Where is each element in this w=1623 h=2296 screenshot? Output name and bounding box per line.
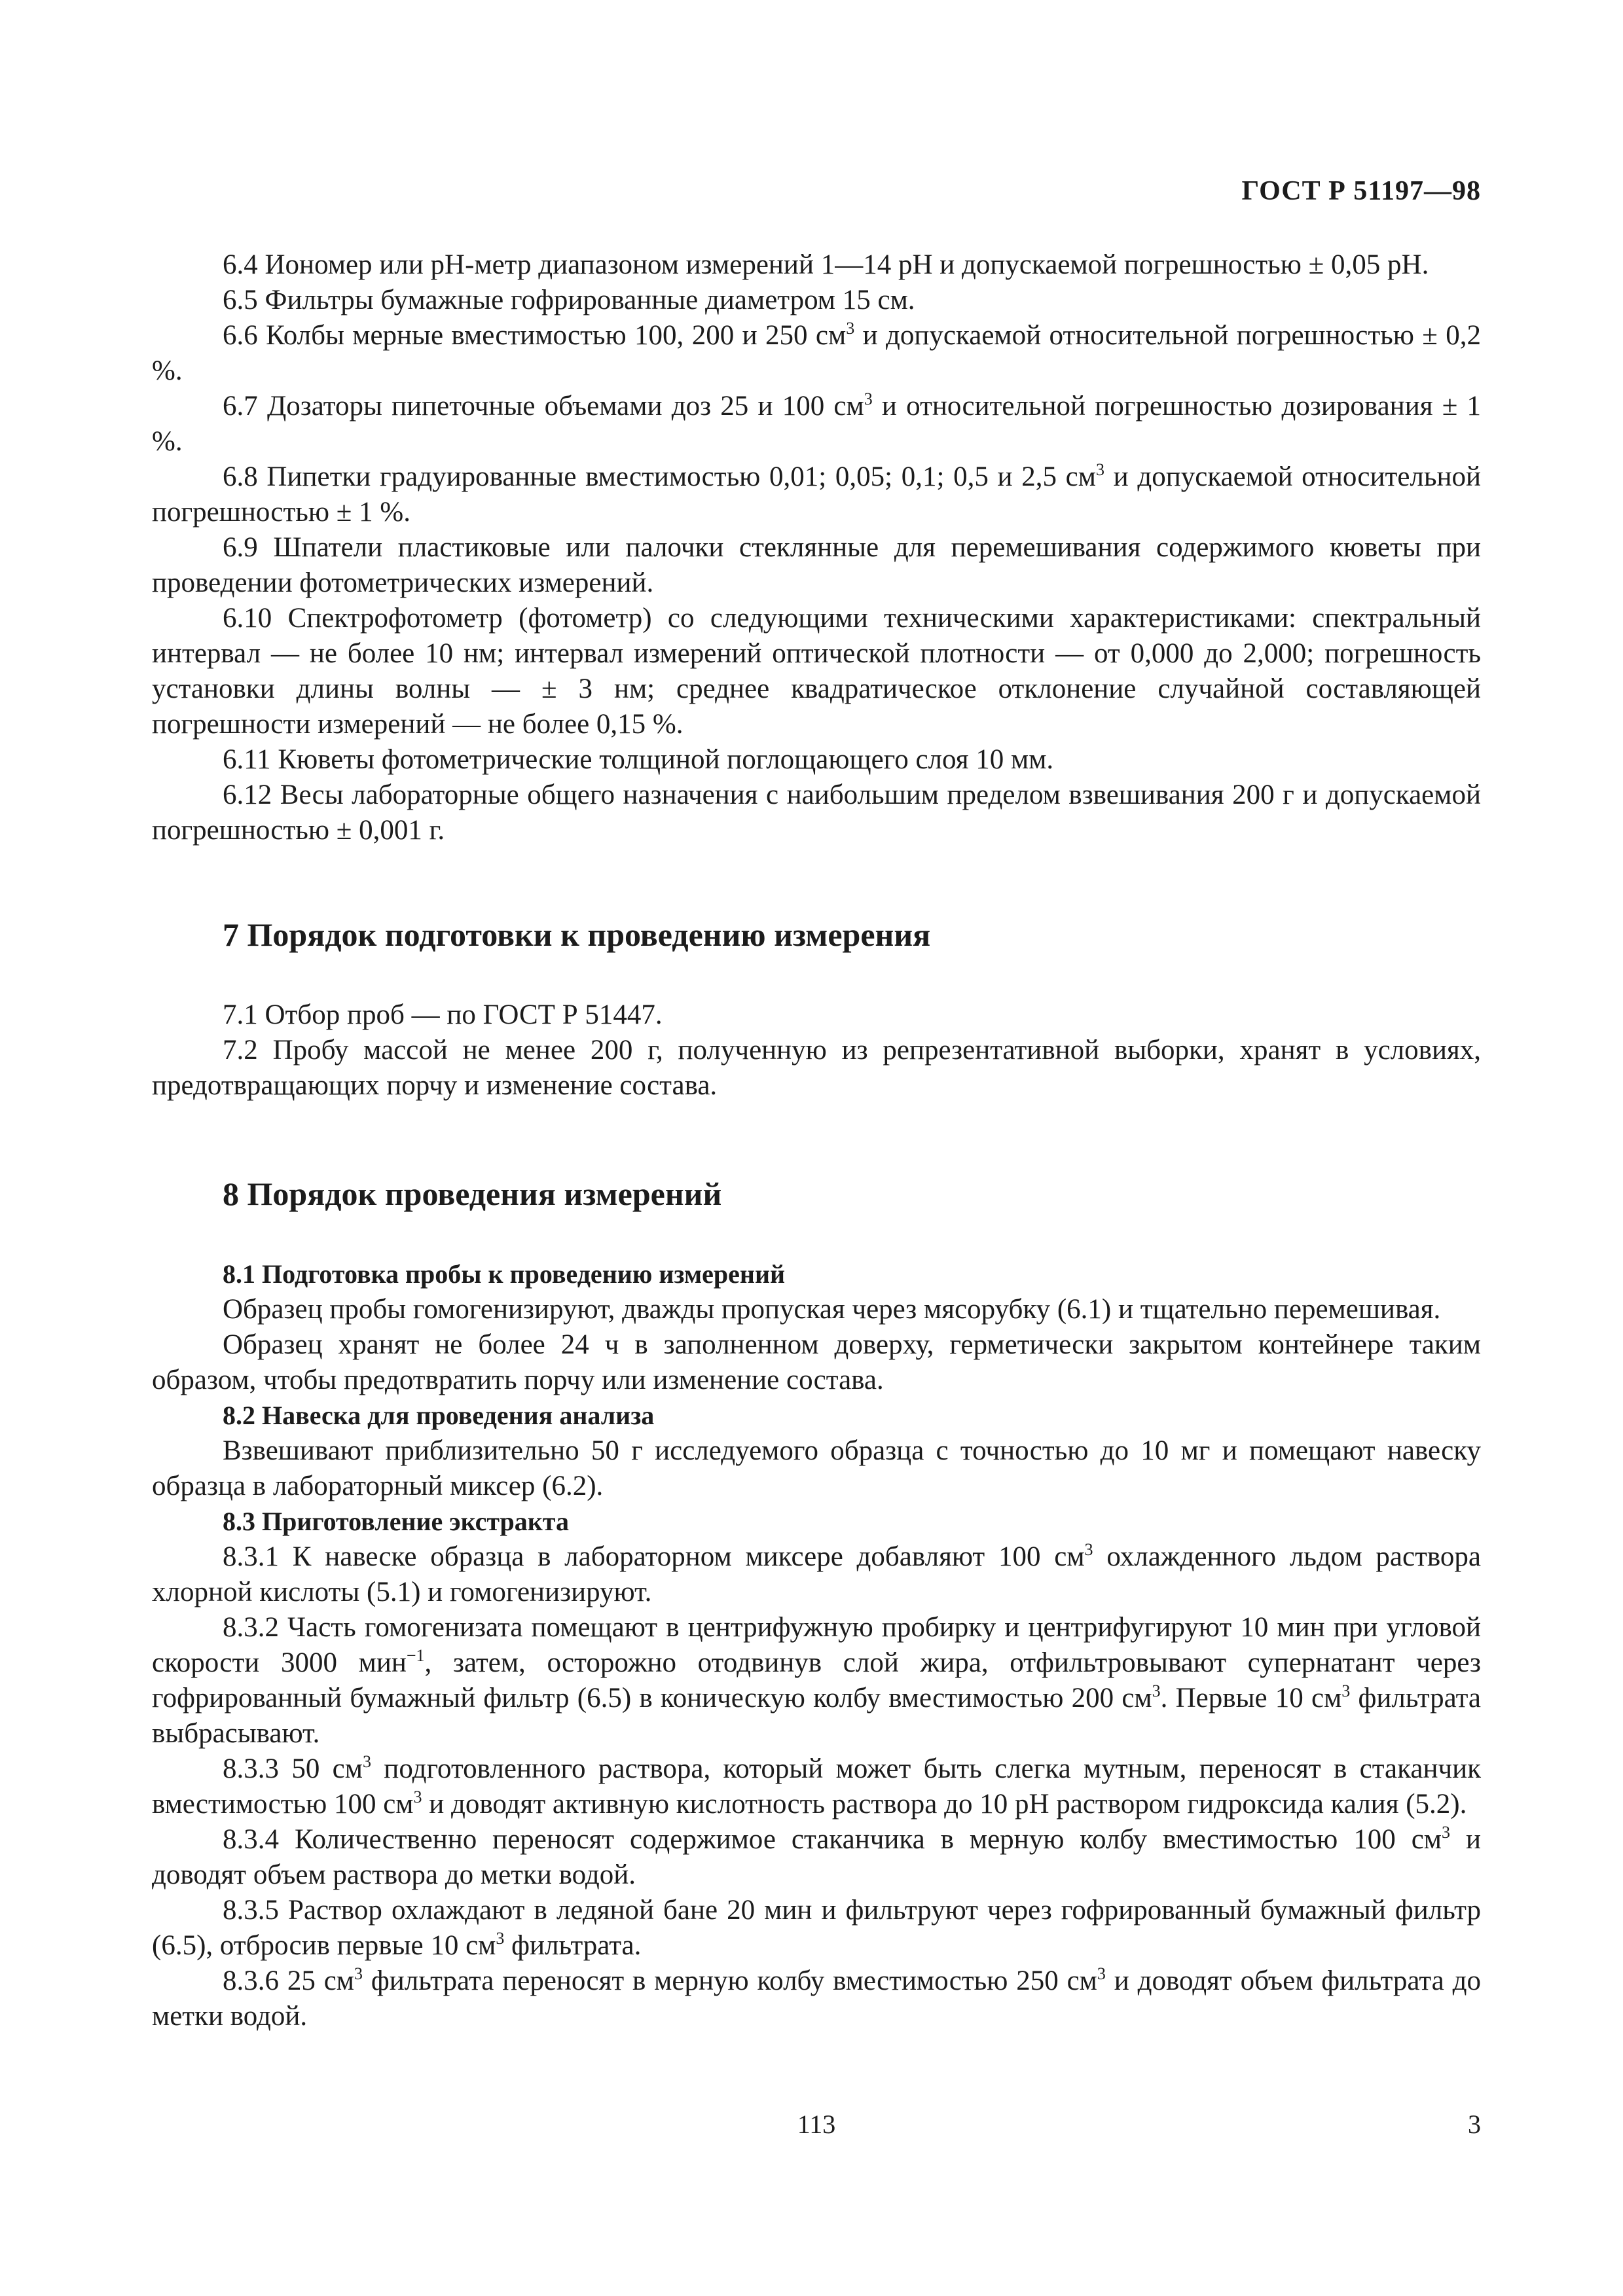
- page-number-center: 113: [797, 2109, 836, 2139]
- paragraph-8-1-a: Образец пробы гомогенизируют, дважды пропуская через мясорубку (6.1) и тщательно перемешивая.: [223, 1294, 1441, 1325]
- section-7-heading: 7 Порядок подготовки к проведению измерения: [223, 916, 931, 953]
- item-6-4: 6.4 Иономер или рН-метр диапазоном измерений 1—14 рН и допускаемой погрешностью ± 0,05 рН.: [223, 249, 1429, 280]
- paragraph-8-1-b: Образец хранят не более 24 ч в заполненном доверху, герметически закрытом контейнере таким образом, чтобы предотвратить порчу или изменение состава.: [152, 1329, 1481, 1395]
- paragraph-8-3-5: 8.3.5 Раствор охлаждают в ледяной бане 20 мин и фильтруют через гофрированный бумажный фильтр (6.5), отбросив первые 10 $см^3$ фильтрата.: [152, 1895, 1481, 1961]
- subsection-8-3-heading: 8.3 Приготовление экстракта: [223, 1507, 569, 1536]
- paragraph-8-2: Взвешивают приблизительно 50 г исследуемого образца с точностью до 10 мг и помещают навеску образца в лабораторный миксер (6.2).: [152, 1435, 1481, 1501]
- subsection-8-1-heading: 8.1 Подготовка пробы к проведению измерений: [223, 1259, 786, 1289]
- item-6-9: 6.9 Шпатели пластиковые или палочки стеклянные для перемешивания содержимого кюветы при проведении фотометрических измерений.: [152, 532, 1481, 598]
- item-6-6: 6.6 Колбы мерные вместимостью 100, 200 и 250 $см^3$ и допускаемой относительной погрешностью ± 0,2 %.: [152, 319, 1481, 386]
- paragraph-8-3-1: 8.3.1 К навеске образца в лабораторном миксере добавляют 100 $см^3$ охлажденного льдом раствора хлорной кислоты (5.1) и гомогенизируют.: [152, 1540, 1481, 1607]
- item-6-5: 6.5 Фильтры бумажные гофрированные диаметром 15 см.: [223, 285, 915, 315]
- page-number-right: 3: [1468, 2109, 1481, 2139]
- paragraph-8-3-6: 8.3.6 25 $см^3$ фильтрата переносят в мерную колбу вместимостью 250 $см^3$ и доводят объем фильтрата до метки водой.: [152, 1964, 1481, 2032]
- item-6-12: 6.12 Весы лабораторные общего назначения с наибольшим пределом взвешивания 200 г и допускаемой погрешностью ± 0,001 г.: [152, 780, 1481, 846]
- document-body: [152, 247, 1481, 2034]
- item-6-8: 6.8 Пипетки градуированные вместимостью 0,01; 0,05; 0,1; 0,5 и 2,5 $см^3$ и допускаемой относительной погрешностью ± 1 %.: [152, 460, 1482, 528]
- document-code-header: ГОСТ Р 51197—98: [1241, 176, 1481, 206]
- document-page: [152, 0, 1481, 2296]
- paragraph-8-3-4: 8.3.4 Количественно переносят содержимое стаканчика в мерную колбу вместимостью 100 $см^3$ и доводят объем раствора до метки водой.: [152, 1823, 1481, 1890]
- paragraph-8-3-2: 8.3.2 Часть гомогенизата помещают в центрифужную пробирку и центрифугируют 10 мин при угловой скорости 3000 мин$^{-1}$, затем, осторожно отодвинув слой жира, отфильтровывают супернатант через гофрированный бумажный фильтр (6.5) в коническую колбу вместимостью 200 $см^3$. Первые 10 $см^3$ фильтрата выбрасывают.: [152, 1612, 1482, 1749]
- paragraph-8-3-3: 8.3.3 50 $см^3$ подготовленного раствора, который может быть слегка мутным, переносят в стаканчик вместимостью 100 $см^3$ и доводят активную кислотность раствора до 10 рН раствором гидроксида калия (5.2).: [152, 1752, 1481, 1820]
- item-6-7: 6.7 Дозаторы пипеточные объемами доз 25 и 100 $см^3$ и относительной погрешностью дозирования ± 1 %.: [152, 389, 1481, 457]
- item-6-10: 6.10 Спектрофотометр (фотометр) со следующими техническими характеристиками: спектральный интервал — не более 10 нм; интервал измерений оптической плотности — от 0,000 до 2,000; погрешность установки длины волны — ± 3 нм; среднее квадратическое отклонение случайной составляющей погрешности измерений — не более 0,15 %.: [152, 603, 1481, 740]
- paragraph-7-1: 7.1 Отбор проб — по ГОСТ Р 51447.: [223, 999, 663, 1030]
- equipment-list: [152, 247, 1481, 848]
- item-6-11: 6.11 Кюветы фотометрические толщиной поглощающего слоя 10 мм.: [223, 744, 1054, 775]
- paragraph-7-2: 7.2 Пробу массой не менее 200 г, полученную из репрезентативной выборки, хранят в условиях, предотвращающих порчу и изменение состава.: [152, 1035, 1481, 1101]
- subsection-8-2-heading: 8.2 Навеска для проведения анализа: [223, 1401, 655, 1430]
- section-8-heading: 8 Порядок проведения измерений: [223, 1175, 722, 1212]
